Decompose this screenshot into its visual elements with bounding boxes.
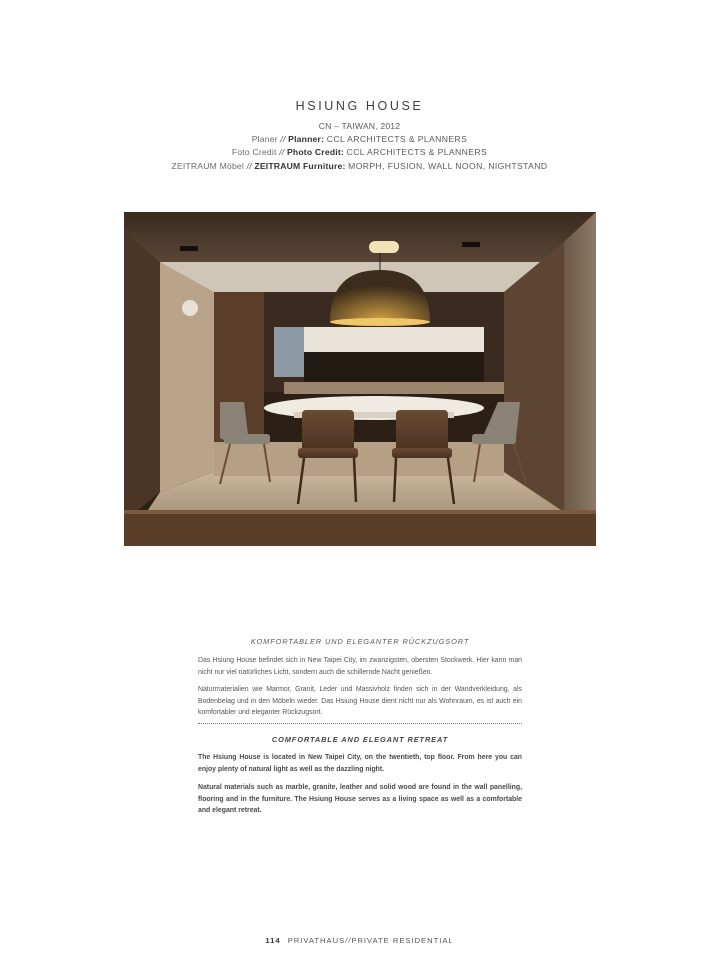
english-subtitle: COMFORTABLE AND ELEGANT RETREAT — [271, 735, 449, 744]
article-meta — [0, 120, 719, 173]
german-paragraph-1: Das Hsiung House befindet sich in New Taipei City, im zwanzigsten, obersten Stockwerk. Hier kann man nicht nur viel natürliches Licht, sondern auch die schillernde Nacht genießen. — [198, 657, 522, 676]
article-header — [0, 99, 719, 173]
photo-credit-line: Foto Credit // Photo Credit: CCL ARCHITECTS & PLANNERS — [231, 147, 488, 158]
location-line: CN – TAIWAN, 2012 — [318, 121, 401, 131]
planner-line: Planer // Planner: CCL ARCHITECTS & PLANNERS — [251, 134, 468, 145]
page-number: 114 — [265, 936, 281, 945]
section-en: PRIVATE RESIDENTIAL — [351, 936, 454, 945]
german-paragraph-2: Naturmaterialien wie Marmor, Granit, Leder und Massivholz finden sich in der Wandverkleidung, als Bodenbelag und in den Möbeln wieder. Das Hsiung House dient nicht nur als Wohnraum, es ist auch ein komfortabler und eleganter Rückzugsort. — [198, 686, 522, 717]
article-title: HSIUNG HOUSE — [295, 99, 424, 113]
english-paragraph-1: The Hsiung House is located in New Taipei City, on the twentieth, top floor. From here you can enjoy plenty of natural light as well as the dazzling night. — [198, 754, 522, 773]
german-subtitle: KOMFORTABLER UND ELEGANTER RÜCKZUGSORT — [250, 637, 470, 646]
interior-photo — [124, 212, 596, 546]
section-de: PRIVATHAUS — [287, 936, 346, 945]
english-paragraph-2: Natural materials such as marble, granite, leather and solid wood are found in the wall panelling, flooring and in the furniture. The Hsiung House serves as a living space as well as a comfortable and elegant retreat. — [198, 784, 522, 815]
furniture-line: ZEITRAUM Möbel // ZEITRAUM Furniture: MORPH, FUSION, WALL NOON, NIGHTSTAND — [171, 160, 548, 171]
page-footer: 114 PRIVATHAUS//PRIVATE RESIDENTIAL — [265, 936, 454, 945]
dotted-divider — [198, 723, 522, 724]
